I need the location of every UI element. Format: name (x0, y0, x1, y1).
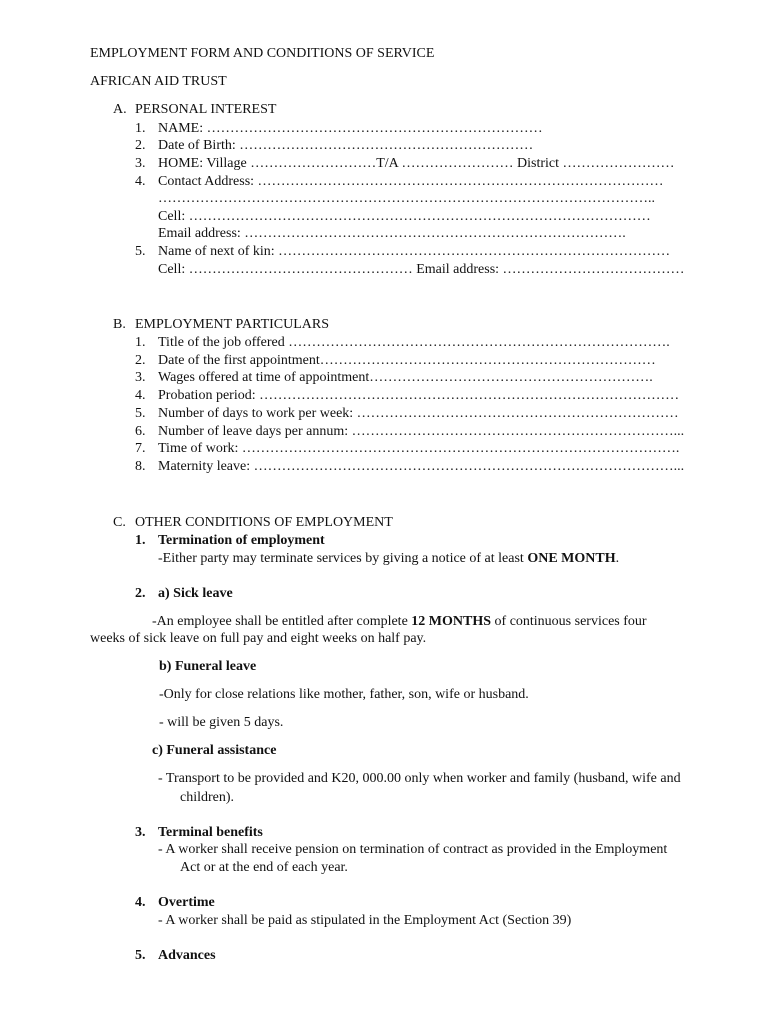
funeral-assistance-line-2: children). (180, 790, 235, 805)
funeral-leave-line-1: -Only for close relations like mother, father, son, wife or husband. (159, 687, 529, 702)
sick-leave-line-2: weeks of sick leave on full pay and eight weeks on half pay. (90, 631, 427, 646)
name-field: NAME: ……………………………………………………………… (158, 121, 543, 136)
cell-field: Cell: ……………………………………………………………………………………… (158, 209, 651, 224)
section-b-item-6-num: 6. (135, 424, 146, 439)
c5-num: 5. (135, 948, 146, 963)
funeral-assistance-title: c) Funeral assistance (152, 743, 277, 758)
maternity-leave-field: Maternity leave: ………………………………………………………………………………... (158, 459, 685, 474)
section-a-marker: A. (113, 102, 127, 117)
section-c-marker: C. (113, 515, 126, 530)
section-b-marker: B. (113, 317, 126, 332)
sick-leave-line-1: -An employee shall be entitled after complete 12 MONTHS of continuous services four (152, 614, 647, 629)
section-a-item-2-num: 2. (135, 138, 146, 153)
section-a-item-1-num: 1. (135, 121, 146, 136)
next-of-kin-field: Name of next of kin: ………………………………………………………………………… (158, 244, 671, 259)
c3-title: Terminal benefits (158, 825, 263, 840)
organization-name: AFRICAN AID TRUST (90, 74, 227, 89)
wages-field: Wages offered at time of appointment……………………………………………………. (158, 370, 653, 385)
overtime-line-1: - A worker shall be paid as stipulated in the Employment Act (Section 39) (158, 913, 572, 928)
leave-days-field: Number of leave days per annum: ……………………………………………………………... (158, 424, 685, 439)
home-field: HOME: Village ………………………T/A …………………… District …………………… (158, 156, 675, 171)
funeral-leave-title: b) Funeral leave (159, 659, 257, 674)
section-b-item-7-num: 7. (135, 441, 146, 456)
document-title: EMPLOYMENT FORM AND CONDITIONS OF SERVICE (90, 46, 435, 61)
c2-title: a) Sick leave (158, 586, 233, 601)
section-a-heading: PERSONAL INTEREST (135, 102, 277, 117)
email-field: Email address: ………………………………………………………………………. (158, 226, 626, 241)
section-a-item-5-num: 5. (135, 244, 146, 259)
section-b-item-8-num: 8. (135, 459, 146, 474)
section-b-heading: EMPLOYMENT PARTICULARS (135, 317, 330, 332)
job-title-field: Title of the job offered ………………………………………………………………………. (158, 335, 670, 350)
first-appointment-date-field: Date of the first appointment……………………………………………………………… (158, 353, 656, 368)
contact-address-field: Contact Address: …………………………………………………………………………… (158, 174, 664, 189)
date-of-birth-field: Date of Birth: ……………………………………………………… (158, 138, 534, 153)
time-of-work-field: Time of work: …………………………………………………………………………………. (158, 441, 680, 456)
c5-title: Advances (158, 948, 216, 963)
funeral-leave-line-2: - will be given 5 days. (159, 715, 284, 730)
c4-num: 4. (135, 895, 146, 910)
funeral-assistance-line-1: - Transport to be provided and K20, 000.00 only when worker and family (husband, wife and (158, 771, 681, 786)
section-b-item-3-num: 3. (135, 370, 146, 385)
c2-num: 2. (135, 586, 146, 601)
c4-title: Overtime (158, 895, 215, 910)
c1-num: 1. (135, 533, 146, 548)
contact-address-line-2: …………………………………………………………………………………………….. (158, 191, 655, 206)
section-b-item-2-num: 2. (135, 353, 146, 368)
section-a-item-4-num: 4. (135, 174, 146, 189)
terminal-benefits-line-1: - A worker shall receive pension on termination of contract as provided in the Employment (158, 842, 668, 857)
section-c-heading: OTHER CONDITIONS OF EMPLOYMENT (135, 515, 393, 530)
next-of-kin-contact-field: Cell: ………………………………………… Email address: ………………………………… (158, 262, 685, 277)
probation-period-field: Probation period: ……………………………………………………………………………… (158, 388, 680, 403)
section-b-item-5-num: 5. (135, 406, 146, 421)
terminal-benefits-line-2: Act or at the end of each year. (180, 860, 348, 875)
section-a-item-3-num: 3. (135, 156, 146, 171)
c3-num: 3. (135, 825, 146, 840)
days-per-week-field: Number of days to work per week: …………………………………………………………… (158, 406, 679, 421)
c1-title: Termination of employment (158, 533, 325, 548)
section-b-item-4-num: 4. (135, 388, 146, 403)
c1-text: -Either party may terminate services by giving a notice of at least ONE MONTH. (158, 551, 620, 566)
section-b-item-1-num: 1. (135, 335, 146, 350)
